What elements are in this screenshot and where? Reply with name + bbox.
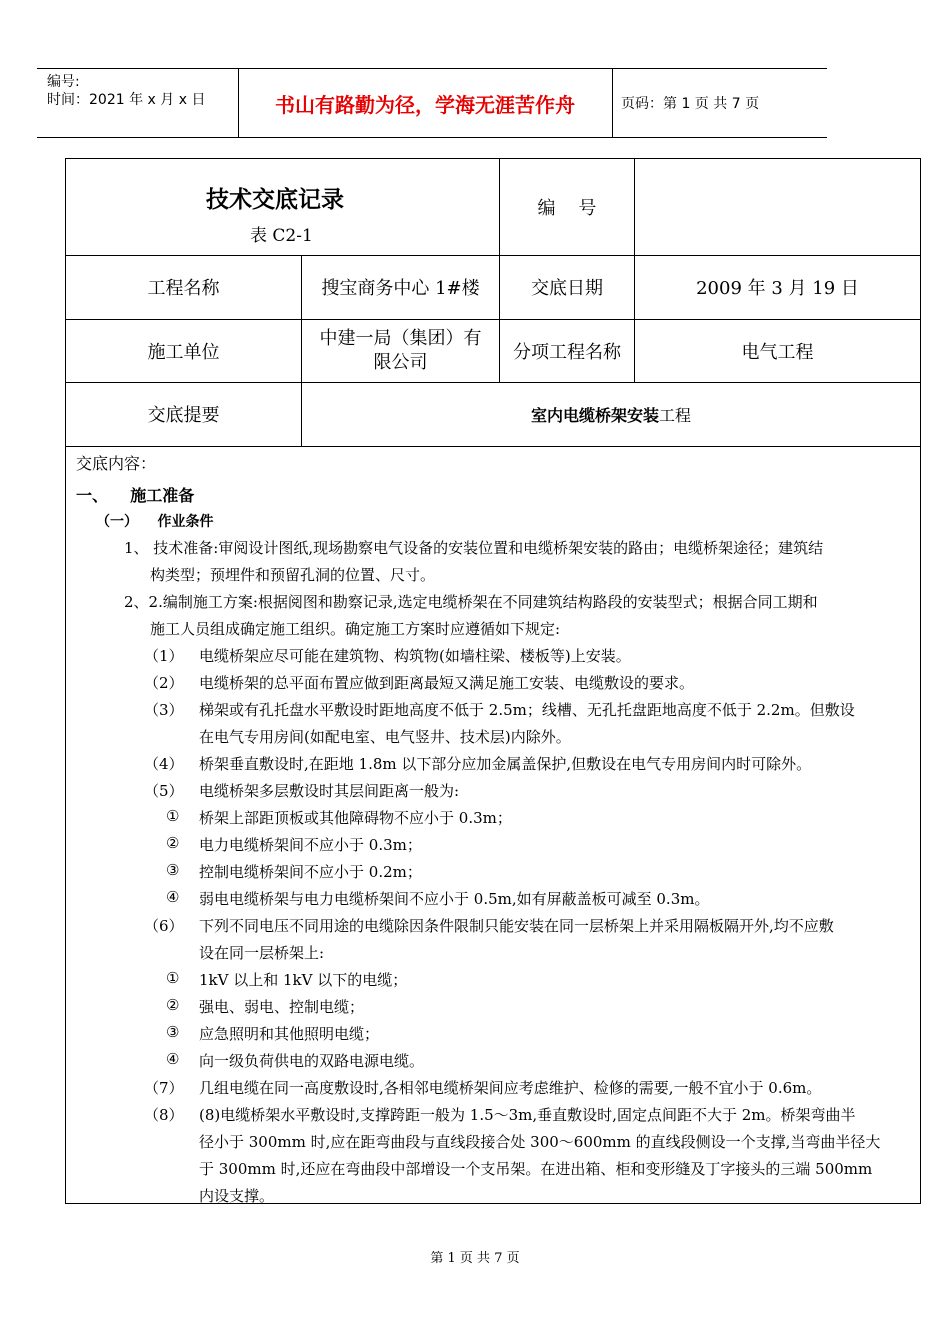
number-label: 编 号 [499, 159, 634, 255]
header-divider [612, 69, 613, 137]
sub-project-label: 分项工程名称 [499, 319, 634, 382]
item-text: 电缆桥架多层敷设时其层间距离一般为: [199, 782, 460, 800]
paragraph-line: 1、 技术准备:审阅设计图纸,现场勘察电气设备的安装位置和电缆桥架安装的路由；电缆桥架途径；建筑结 [124, 539, 824, 557]
item-number: （2） [144, 674, 184, 692]
number-value [634, 159, 920, 255]
summary-value-rest: 工程 [659, 405, 692, 425]
item-text: 下列不同电压不同用途的电缆除因条件限制只能安装在同一层桥架上并采用隔板隔开外,均不应敷 [199, 917, 834, 935]
technical-briefing-form [65, 158, 921, 1204]
header-page-label: 页码：第 1 页 共 7 页 [621, 96, 760, 112]
project-row [66, 255, 920, 320]
document-header [37, 68, 827, 138]
form-title-row [66, 159, 920, 256]
subitem-number: ④ [166, 1050, 180, 1068]
item-text: 径小于 300mm 时,应在距弯曲段与直线段接合处 300～600mm 的直线段侧设一个支撑,当弯曲半径大 [199, 1133, 881, 1151]
item-text: 几组电缆在同一高度敷设时,各相邻电缆桥架间应考虑维护、检修的需要,一般不宜小于 0.6m。 [199, 1079, 822, 1097]
item-number: （5） [144, 782, 184, 800]
section-heading: 一、 施工准备 [76, 486, 195, 505]
item-number: （3） [144, 701, 184, 719]
header-number-label: 编号: [47, 74, 80, 90]
subitem-number: ① [166, 969, 180, 987]
item-text: 电缆桥架的总平面布置应做到距离最短又满足施工安装、电缆敷设的要求。 [199, 674, 695, 692]
subitem-text: 控制电缆桥架间不应小于 0.2m； [199, 863, 422, 881]
item-number: （6） [144, 917, 184, 935]
subitem-text: 桥架上部距顶板或其他障碍物不应小于 0.3m； [199, 809, 512, 827]
item-text: 梯架或有孔托盘水平敷设时距地高度不低于 2.5m；线槽、无孔托盘距地高度不低于 2.2m。但敷设 [199, 701, 855, 719]
summary-label: 交底提要 [147, 405, 220, 426]
form-code: 表 C2-1 [250, 226, 313, 246]
project-name-value: 搜宝商务中心 1#楼 [301, 255, 499, 319]
summary-row [66, 382, 920, 447]
date-label: 交底日期 [499, 255, 634, 319]
subitem-number: ③ [166, 861, 180, 879]
item-text: 电缆桥架应尽可能在建筑物、构筑物(如墙柱梁、楼板等)上安装。 [199, 647, 631, 665]
header-motto: 书山有路勤为径，学海无涯苦作舟 [275, 92, 575, 117]
subsection-heading: （一） 作业条件 [96, 514, 214, 530]
paragraph-line: 构类型；预埋件和预留孔洞的位置、尺寸。 [150, 566, 436, 584]
subitem-number: ④ [166, 888, 180, 906]
unit-value-line2: 限公司 [373, 351, 428, 373]
item-text: 设在同一层桥架上: [199, 944, 325, 962]
briefing-content [66, 447, 920, 1203]
item-text: 于 300mm 时,还应在弯曲段中部增设一个支吊架。在进出箱、柜和变形缝及丁字接头的三端 500mm [199, 1160, 873, 1178]
unit-row [66, 319, 920, 383]
subitem-number: ② [166, 834, 180, 852]
header-time-label: 时间：2021 年 x 月 x 日 [47, 92, 206, 108]
summary-value-bold: 室内电缆桥架安装 [530, 405, 659, 425]
page-footer: 第 1 页 共 7 页 [430, 1251, 520, 1266]
paragraph-line: 施工人员组成确定施工组织。确定施工方案时应遵循如下规定: [150, 620, 561, 638]
header-meta [47, 73, 205, 109]
form-title: 技术交底记录 [206, 187, 344, 213]
unit-value-line1: 中建一局（集团）有 [319, 327, 482, 349]
paragraph-line: 2、2.编制施工方案:根据阅图和勘察记录,选定电缆桥架在不同建筑结构路段的安装型式；根据合同工期和 [124, 593, 818, 611]
item-text: (8)电缆桥架水平敷设时,支撑跨距一般为 1.5～3m,垂直敷设时,固定点间距不大于 2m。桥架弯曲半 [199, 1106, 856, 1124]
subitem-text: 强电、弱电、控制电缆； [199, 998, 365, 1016]
item-number: （4） [144, 755, 184, 773]
item-number: （8） [144, 1106, 184, 1124]
item-number: （1） [144, 647, 184, 665]
subitem-text: 弱电电缆桥架与电力电缆桥架间不应小于 0.5m,如有屏蔽盖板可减至 0.3m。 [199, 890, 710, 908]
subitem-number: ② [166, 996, 180, 1014]
subitem-number: ③ [166, 1023, 180, 1041]
sub-project-value: 电气工程 [634, 319, 920, 382]
item-number: （7） [144, 1079, 184, 1097]
unit-label: 施工单位 [147, 341, 220, 363]
summary-value [301, 382, 920, 446]
item-text: 桥架垂直敷设时,在距地 1.8m 以下部分应加金属盖保护,但敷设在电气专用房间内时可除外。 [199, 755, 812, 773]
content-intro: 交底内容： [76, 454, 157, 473]
item-text: 在电气专用房间(如配电室、电气竖井、技术层)内除外。 [199, 728, 571, 746]
project-name-label: 工程名称 [147, 278, 220, 299]
subitem-number: ① [166, 807, 180, 825]
subitem-text: 电力电缆桥架间不应小于 0.3m； [199, 836, 422, 854]
subitem-text: 1kV 以上和 1kV 以下的电缆； [199, 971, 408, 989]
subitem-text: 应急照明和其他照明电缆； [199, 1025, 380, 1043]
subitem-text: 向一级负荷供电的双路电源电缆。 [199, 1052, 425, 1070]
item-text: 内设支撑。 [199, 1187, 275, 1205]
date-value: 2009 年 3 月 19 日 [634, 255, 920, 319]
